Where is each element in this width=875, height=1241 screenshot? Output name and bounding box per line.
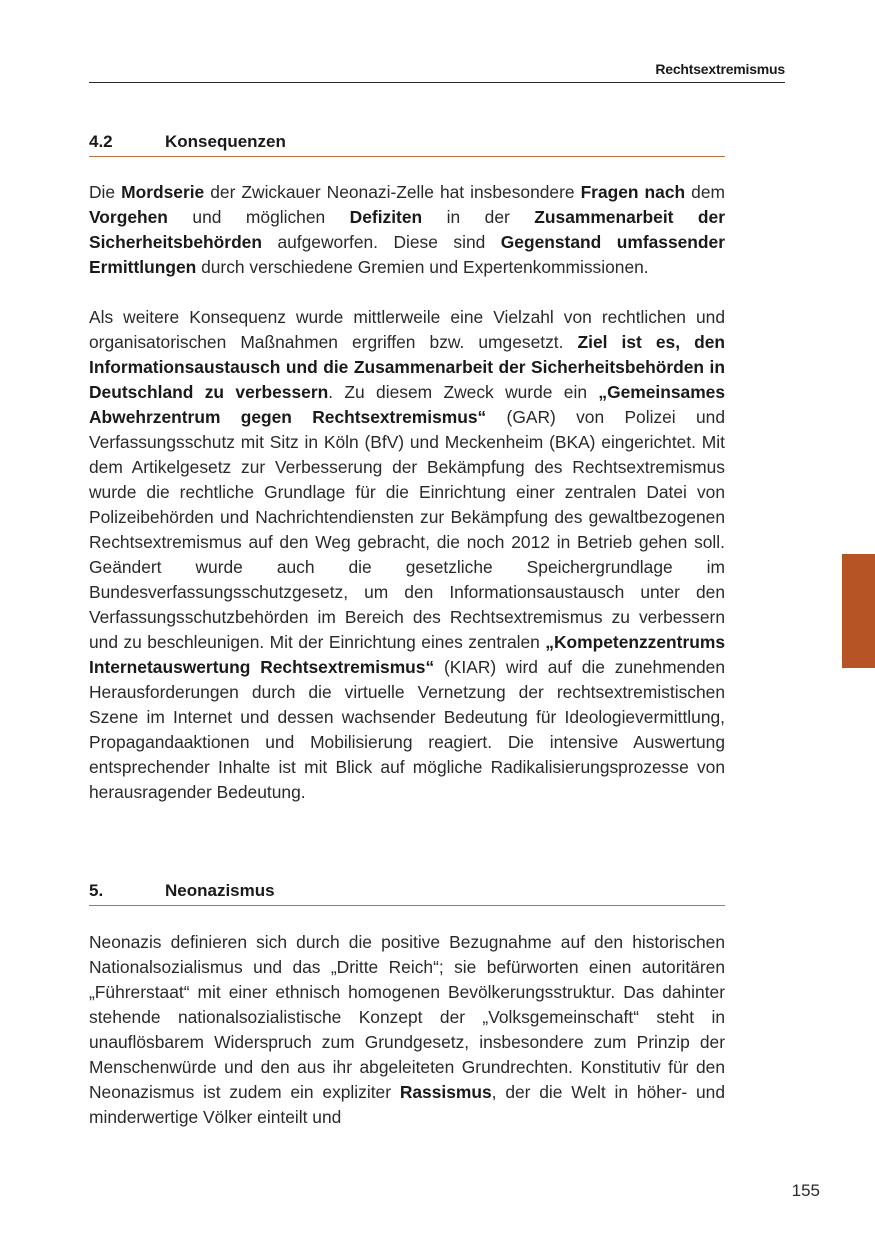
text-run: Neonazis definieren sich durch die positive Bezugnahme auf den historischen Nationalsozialismus und das „Dritte Reich“; sie befürworten einen autoritären „Führerstaat“ mit einer ethnisch homogenen Bevölkerungsstruktur. Das dahinter stehende nationalsozialistische Konzept der „Volksgemeinschaft“ steht in unauflösbarem Widerspruch zum Grundgesetz, insbesondere zum Prinzip der Menschenwürde und den aus ihr abgeleiteten Grundrechten. Konstitutiv für den Neonazismus ist zudem ein expliziter xyxy=(89,932,725,1102)
bold-text-run: Ziel ist es, den Informationsaustausch und die Zusammenarbeit der Sicherheitsbehörden in Deutschland zu verbessern xyxy=(89,332,725,402)
section-heading-4-2 xyxy=(89,132,725,157)
page-number: 155 xyxy=(791,1181,820,1200)
text-run: (KIAR) wird auf die zunehmenden Herausforderungen durch die virtuelle Vernetzung der rechtsextremistischen Szene im Internet und dessen wachsender Bedeutung für Ideologievermittlung, Propagandaaktionen und Mobilisierung reagiert. Die intensive Auswertung entsprechender Inhalte ist mit Blick auf mögliche Radikalisierungsprozesse von herausragender Bedeutung. xyxy=(89,657,726,802)
text-run: . Zu diesem Zweck wurde ein xyxy=(328,382,599,402)
bold-text-run: Mordserie xyxy=(121,182,205,202)
text-run: Die xyxy=(89,182,122,202)
chapter-thumb-tab xyxy=(842,554,875,668)
section-number: 5. xyxy=(89,881,104,900)
bold-text-run: Zusammenarbeit der Sicherheitsbehörden xyxy=(89,207,725,252)
section-title: Neonazismus xyxy=(165,881,275,900)
text-run: (GAR) von Polizei und Verfassungsschutz mit Sitz in Köln (BfV) und Meckenheim (BKA) eingerichtet. Mit dem Artikelgesetz zur Verbesserung der Bekämpfung des Rechtsextremismus wurde die rechtliche Grundlage für die Einrichtung einer zentralen Datei von Polizeibehörden und Nachrichtendiensten zur Bekämpfung des gewaltbezogenen Rechtsextremismus auf den Weg gebracht, die noch 2012 in Betrieb gehen soll. Geändert wurde auch die gesetzliche Speichergrundlage im Bundesverfassungsschutzgesetz, um den Informationsaustausch unter den Verfassungsschutzbehörden im Bereich des Rechtsextremismus zu verbessern und zu beschleunigen. Mit der Einrichtung eines zentralen xyxy=(89,407,725,652)
running-header xyxy=(89,60,785,83)
text-run: Als weitere Konsequenz wurde mittlerweile eine Vielzahl von rechtlichen und organisatorischen Maßnahmen ergriffen bzw. umgesetzt. xyxy=(89,307,725,352)
bold-text-run: Gegenstand umfassender Ermittlungen xyxy=(89,232,725,277)
bold-text-run: Fragen nach xyxy=(580,182,686,202)
text-run: in der xyxy=(422,207,535,227)
section-number: 4.2 xyxy=(89,132,113,151)
section-heading-5 xyxy=(89,881,725,906)
running-header-title: Rechtsextremismus xyxy=(655,61,785,77)
section-title: Konsequenzen xyxy=(165,132,286,151)
paragraph xyxy=(89,930,725,1130)
bold-text-run: Rassismus xyxy=(399,1082,492,1102)
bold-text-run: „Gemeinsames Abwehrzentrum gegen Rechtsextremismus“ xyxy=(89,382,726,427)
text-run: der Zwickauer Neonazi-Zelle hat insbesondere xyxy=(204,182,581,202)
bold-text-run: Vorgehen xyxy=(89,207,168,227)
text-run: und möglichen xyxy=(167,207,350,227)
paragraph xyxy=(89,180,725,280)
bold-text-run: „Kompetenzzentrums Internetauswertung Rechtsextremismus“ xyxy=(89,632,725,677)
text-run: durch verschiedene Gremien und Expertenkommissionen. xyxy=(196,257,649,277)
text-run: , der die Welt in höher- und minderwertige Völker einteilt und xyxy=(89,1082,725,1127)
paragraph xyxy=(89,305,725,805)
bold-text-run: Defiziten xyxy=(349,207,423,227)
text-run: dem xyxy=(685,182,725,202)
text-run: aufgeworfen. Diese sind xyxy=(261,232,501,252)
